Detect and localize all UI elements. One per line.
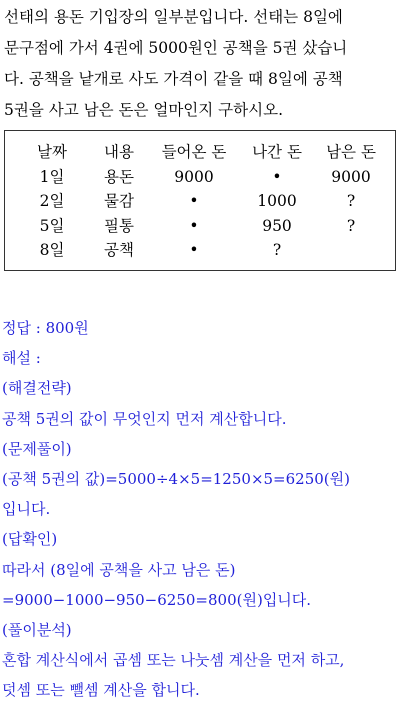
header-item: 내용: [104, 143, 134, 161]
problem-text: [4, 2, 398, 126]
cell-expense: 1000: [257, 192, 297, 210]
cell-balance: ?: [346, 192, 356, 210]
table-row: [5, 189, 395, 214]
strategy-heading: (해결전략): [2, 379, 72, 398]
problem-line: 문구점에 가서 4권에 5000원인 공책을 5권 샀습니: [4, 39, 348, 57]
table-row: [5, 238, 395, 263]
cell-expense: •: [272, 167, 282, 186]
cell-income: •: [189, 192, 199, 210]
solution-line: 입니다.: [2, 500, 51, 519]
cell-expense: 950: [262, 216, 292, 235]
analysis-heading: (풀이분석): [2, 621, 72, 640]
problem-line: 5권을 사고 남은 돈은 얼마인지 구하시오.: [4, 101, 283, 119]
solution-line: 혼합 계산식에서 곱셈 또는 나눗셈 계산을 먼저 하고,: [2, 651, 345, 670]
cell-item: 물감: [104, 192, 134, 210]
solution-line: =9000−1000−950−6250=800(원)입니다.: [2, 590, 312, 609]
header-expense: 나간 돈: [252, 143, 302, 161]
allowance-ledger-table: [4, 130, 396, 271]
cell-income: 9000: [174, 167, 214, 186]
solution-text: [2, 313, 400, 706]
cell-date: 1일: [39, 167, 65, 186]
header-income: 들어온 돈: [161, 143, 227, 161]
cell-income: •: [189, 241, 199, 259]
table-row: [5, 214, 395, 239]
cell-item: 공책: [104, 241, 134, 259]
solving-heading: (문제풀이): [2, 439, 72, 458]
table-header-row: [5, 140, 395, 165]
cell-income: •: [189, 216, 199, 235]
cell-date: 8일: [39, 241, 65, 259]
cell-balance: 9000: [331, 167, 371, 186]
solution-line: 따라서 (8일에 공책을 사고 남은 돈): [2, 560, 236, 579]
cell-date: 2일: [39, 192, 65, 210]
cell-item: 필통: [104, 216, 134, 235]
header-date: 날짜: [37, 143, 67, 161]
check-heading: (답확인): [2, 530, 58, 549]
solution-line: 공책 5권의 값이 무엇인지 먼저 계산합니다.: [2, 409, 287, 428]
cell-balance: ?: [346, 216, 356, 235]
cell-expense: ?: [272, 241, 282, 259]
header-balance: 남은 돈: [326, 143, 376, 161]
solution-line: 덧셈 또는 뺄셈 계산을 합니다.: [2, 681, 200, 700]
answer-line: 정답 : 800원: [2, 319, 89, 337]
explanation-heading: 해설 :: [2, 349, 41, 368]
problem-line: 다. 공책을 낱개로 사도 가격이 같을 때 8일에 공책: [4, 70, 343, 88]
cell-item: 용돈: [104, 167, 134, 186]
solution-line: (공책 5권의 값)=5000÷4×5=1250×5=6250(원): [2, 470, 350, 489]
table-row: [5, 165, 395, 190]
problem-line: 선태의 용돈 기입장의 일부분입니다. 선태는 8일에: [4, 8, 343, 26]
ledger-grid: [5, 140, 395, 263]
cell-date: 5일: [39, 216, 65, 235]
